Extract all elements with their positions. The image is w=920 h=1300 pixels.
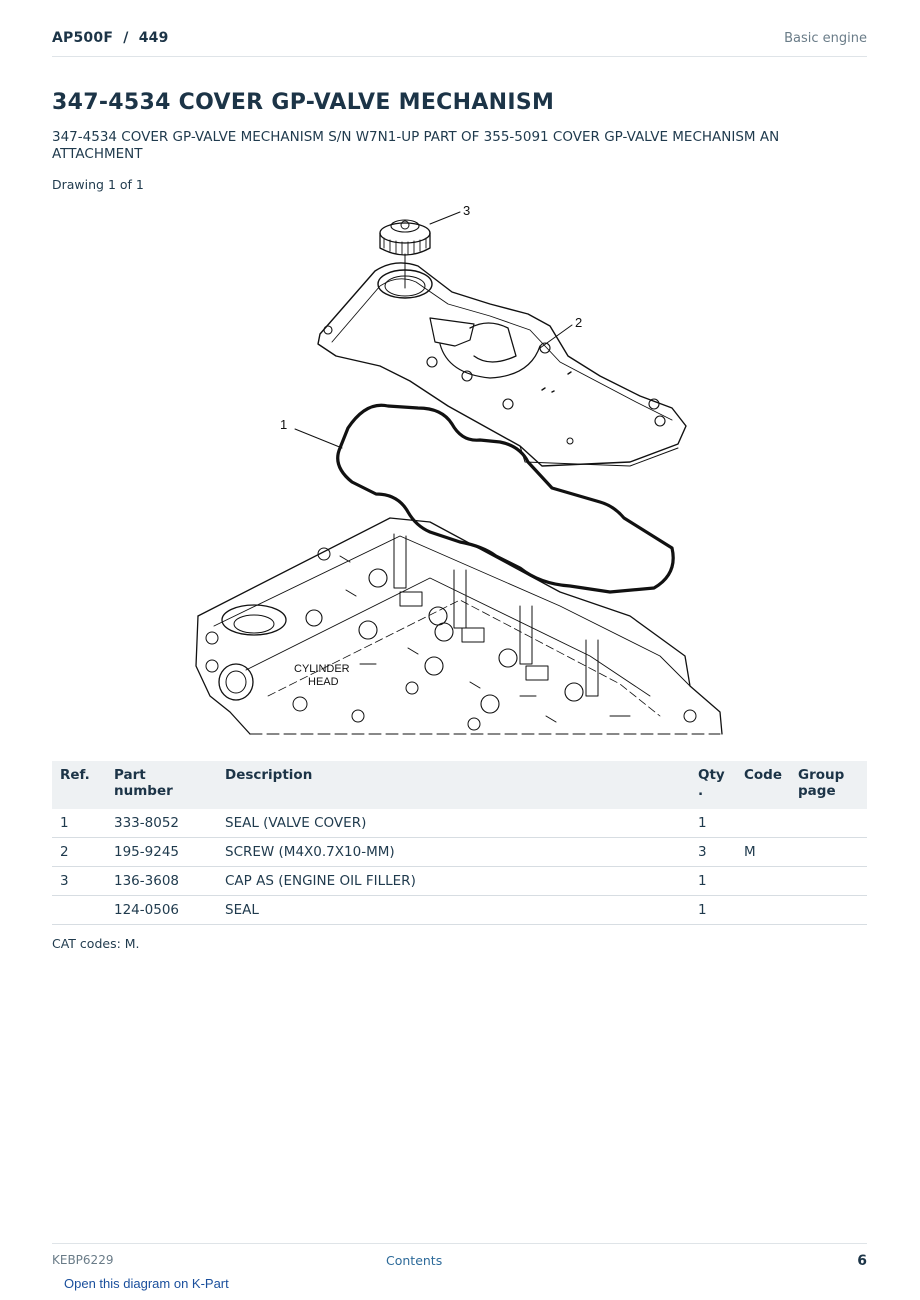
cell-part-number: 136-3608 <box>106 867 217 896</box>
part-group-description: 347-4534 COVER GP-VALVE MECHANISM S/N W7N1-UP PART OF 355-5091 COVER GP-VALVE MECHANISM AN ATTACHMENT <box>52 129 780 162</box>
cell-qty: 3 <box>690 838 736 867</box>
page-number: 6 <box>857 1253 867 1269</box>
oil-filler-cap-drawing <box>380 220 430 288</box>
cell-part-number: 333-8052 <box>106 809 217 838</box>
table-row <box>52 838 867 867</box>
table-row <box>52 809 867 838</box>
open-in-kpart-link[interactable]: Open this diagram on K-Part <box>64 1276 229 1291</box>
col-code: Code <box>736 761 790 809</box>
cell-ref: 3 <box>52 867 106 896</box>
cat-codes-note: CAT codes: M. <box>52 936 140 951</box>
parts-diagram <box>190 196 730 741</box>
cell-group-page <box>790 867 867 896</box>
page-header <box>52 28 867 57</box>
cell-code <box>736 809 790 838</box>
contents-link[interactable]: Contents <box>386 1253 443 1268</box>
document-id: KEBP6229 <box>52 1253 114 1267</box>
col-part-number: Part number <box>106 761 217 809</box>
cell-ref: 1 <box>52 809 106 838</box>
cell-qty: 1 <box>690 867 736 896</box>
valve-cover-gasket-drawing <box>338 405 673 592</box>
cell-code <box>736 867 790 896</box>
cell-part-number: 124-0506 <box>106 896 217 925</box>
table-header-row <box>52 761 867 809</box>
cell-code: M <box>736 838 790 867</box>
callout-3: 3 <box>463 203 471 218</box>
cell-description: CAP AS (ENGINE OIL FILLER) <box>217 867 690 896</box>
model-page-ref: AP500F / 449 <box>52 30 169 46</box>
callout-1: 1 <box>280 417 288 432</box>
cell-qty: 1 <box>690 809 736 838</box>
cell-part-number: 195-9245 <box>106 838 217 867</box>
cell-group-page <box>790 838 867 867</box>
cell-code <box>736 896 790 925</box>
col-group-page: Group page <box>790 761 867 809</box>
col-ref: Ref. <box>52 761 106 809</box>
cylinder-head-drawing <box>196 518 722 734</box>
cell-qty: 1 <box>690 896 736 925</box>
cell-ref: 2 <box>52 838 106 867</box>
valve-cover-drawing <box>318 263 686 466</box>
cell-group-page <box>790 896 867 925</box>
drawing-count-label: Drawing 1 of 1 <box>52 177 144 192</box>
cylinder-head-label-line2: HEAD <box>308 676 339 688</box>
callout-2: 2 <box>575 315 583 330</box>
page-footer <box>52 1243 867 1274</box>
cell-description: SEAL <box>217 896 690 925</box>
cell-group-page <box>790 809 867 838</box>
col-description: Description <box>217 761 690 809</box>
col-qty: Qty . <box>690 761 736 809</box>
cell-description: SEAL (VALVE COVER) <box>217 809 690 838</box>
cell-ref <box>52 896 106 925</box>
table-row <box>52 867 867 896</box>
parts-table <box>52 761 867 925</box>
page-title: 347-4534 COVER GP-VALVE MECHANISM <box>52 90 555 115</box>
section-name: Basic engine <box>784 31 867 46</box>
cell-description: SCREW (M4X0.7X10-MM) <box>217 838 690 867</box>
cylinder-head-label-line1: CYLINDER <box>294 663 350 675</box>
table-row <box>52 896 867 925</box>
